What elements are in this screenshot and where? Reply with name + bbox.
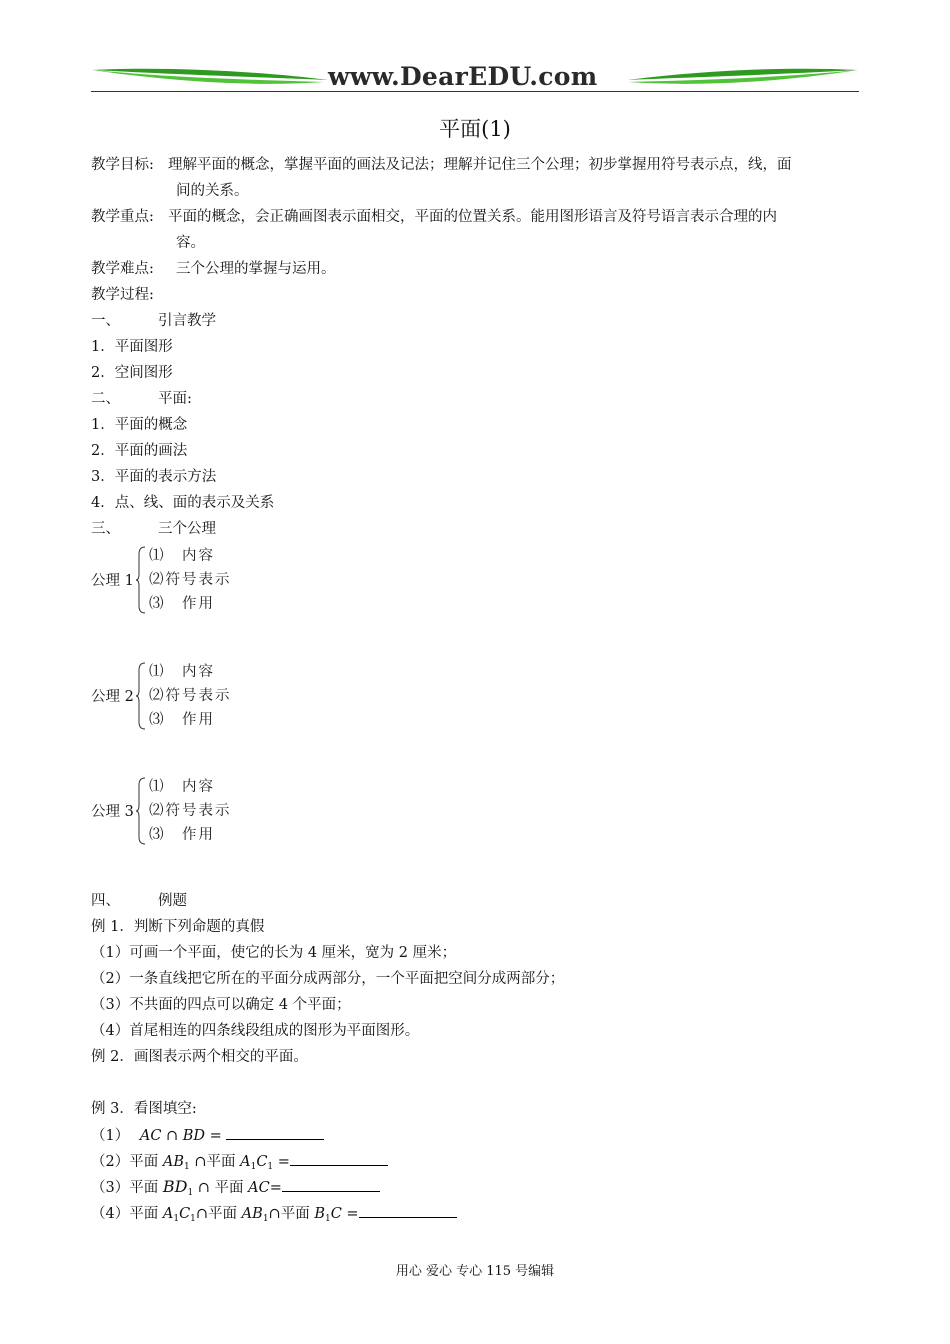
answer-blank[interactable] <box>290 1151 388 1166</box>
math-symbol: $BD_1$ <box>162 1177 194 1198</box>
goal-text-2: 间的关系。 <box>176 183 249 199</box>
section-2-item: 4．点、线、面的表示及关系 <box>91 495 275 511</box>
page-footer: 用心 爱心 专心 115 号编辑 <box>395 1264 555 1279</box>
math-symbol: $AB_1$ <box>162 1154 190 1172</box>
example-1-item: （2）一条直线把它所在的平面分成两部分，一个平面把空间分成两部分； <box>91 971 565 987</box>
section-2-item: 2．平面的画法 <box>91 443 188 459</box>
goal-label: 教学目标: <box>91 157 154 173</box>
math-symbol: $A_1C_1$ <box>240 1154 274 1172</box>
section-1-item: 1．平面图形 <box>91 339 173 355</box>
math-symbol: $B_1C$ <box>314 1206 342 1224</box>
axiom-label: 公理 2 <box>91 689 134 705</box>
page-title: 平面(1) <box>439 117 511 141</box>
example-3-title: 例 3．看图填空: <box>91 1101 197 1117</box>
answer-blank[interactable] <box>359 1203 457 1218</box>
header-logo <box>88 58 862 94</box>
example-2-title: 例 2．画图表示两个相交的平面。 <box>91 1049 308 1065</box>
section-4-number: 四、 <box>91 893 120 909</box>
axiom-block <box>91 544 351 616</box>
section-1-item: 2．空间图形 <box>91 365 173 381</box>
axiom-item: ⑶ 作用 <box>149 827 215 843</box>
answer-blank[interactable] <box>226 1125 324 1140</box>
section-2-number: 二、 <box>91 391 120 407</box>
brace-icon <box>135 662 147 730</box>
example-3-question-2 <box>91 1151 388 1177</box>
question-prefix: （2）平面 <box>91 1154 159 1170</box>
axiom-label: 公理 1 <box>91 573 134 589</box>
key-text-2: 容。 <box>176 235 205 251</box>
axiom-block <box>91 775 351 847</box>
example-3-question-4 <box>91 1203 457 1229</box>
section-3-number: 三、 <box>91 521 120 537</box>
intersect-text: ∩平面 <box>194 1154 236 1170</box>
equals-sign: = <box>346 1206 359 1222</box>
axiom-label: 公理 3 <box>91 804 134 820</box>
difficulty-text: 三个公理的掌握与运用。 <box>176 261 336 277</box>
example-3-question-3 <box>91 1177 380 1203</box>
axiom-item: ⑶ 作用 <box>149 712 215 728</box>
key-label: 教学重点: <box>91 209 154 225</box>
equals-sign: = <box>277 1154 290 1170</box>
equals-sign: = <box>269 1180 282 1196</box>
question-prefix: （4）平面 <box>91 1206 159 1222</box>
example-1-item: （3）不共面的四点可以确定 4 个平面； <box>91 997 351 1013</box>
math-expression: AC ∩ BD = <box>139 1128 222 1144</box>
section-2-title: 平面: <box>158 391 192 407</box>
axiom-item: ⑴ 内容 <box>149 664 215 680</box>
intersect-text: ∩ 平面 <box>197 1180 244 1196</box>
math-symbol: $AB_1$ <box>241 1206 269 1224</box>
section-1-title: 引言教学 <box>158 313 216 329</box>
question-prefix: （1） <box>91 1128 130 1144</box>
brace-icon <box>135 777 147 845</box>
process-label: 教学过程: <box>91 287 154 303</box>
site-logo-text[interactable]: www.DearEDU.com <box>328 62 598 91</box>
math-symbol: $A_1C_1$ <box>162 1206 196 1224</box>
intersect-text: ∩平面 <box>195 1206 238 1222</box>
example-1-title: 例 1．判断下列命题的真假 <box>91 919 265 935</box>
axiom-block <box>91 660 351 732</box>
axiom-item: ⑵符号表示 <box>149 688 232 704</box>
section-2-item: 1．平面的概念 <box>91 417 188 433</box>
axiom-item: ⑵符号表示 <box>149 803 232 819</box>
section-3-title: 三个公理 <box>158 521 216 537</box>
axiom-item: ⑶ 作用 <box>149 596 215 612</box>
math-symbol: AC <box>248 1180 270 1196</box>
difficulty-label: 教学难点: <box>91 261 154 277</box>
intersect-text: ∩平面 <box>268 1206 310 1222</box>
example-1-item: （1）可画一个平面，使它的长为 4 厘米，宽为 2 厘米； <box>91 945 457 961</box>
section-2-item: 3．平面的表示方法 <box>91 469 217 485</box>
section-4-title: 例题 <box>158 893 187 909</box>
brace-icon <box>135 546 147 614</box>
section-1-number: 一、 <box>91 313 120 329</box>
answer-blank[interactable] <box>282 1177 380 1192</box>
header-divider <box>91 91 859 92</box>
example-1-item: （4）首尾相连的四条线段组成的图形为平面图形。 <box>91 1023 420 1039</box>
axiom-item: ⑴ 内容 <box>149 548 215 564</box>
question-prefix: （3）平面 <box>91 1180 159 1196</box>
goal-text-1: 理解平面的概念，掌握平面的画法及记法；理解并记住三个公理；初步掌握用符号表示点，线，面 <box>168 157 792 173</box>
axiom-item: ⑵符号表示 <box>149 572 232 588</box>
axiom-item: ⑴ 内容 <box>149 779 215 795</box>
example-3-question-1 <box>91 1125 324 1146</box>
key-text-1: 平面的概念，会正确画图表示面相交，平面的位置关系。能用图形语言及符号语言表示合理的内 <box>168 209 777 225</box>
